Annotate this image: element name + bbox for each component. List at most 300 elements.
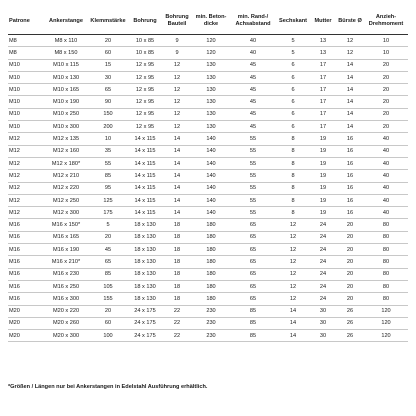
table-cell: 20 (336, 280, 364, 292)
table-cell: 24 (310, 219, 336, 231)
table-cell: 12 x 95 (128, 121, 162, 133)
table-cell: 18 x 130 (128, 219, 162, 231)
table-cell: 19 (310, 157, 336, 169)
table-cell: 17 (310, 108, 336, 120)
table-cell: 6 (276, 96, 310, 108)
table-cell: 10 x 85 (128, 47, 162, 59)
column-header: Bürste Ø (336, 8, 364, 35)
table-cell: 120 (364, 330, 408, 342)
table-cell: M16 x 210* (44, 256, 88, 268)
table-cell: 14 (336, 108, 364, 120)
table-cell: 14 (336, 71, 364, 83)
column-header: Mutter (310, 8, 336, 35)
table-cell: 5 (276, 35, 310, 47)
table-row (8, 293, 408, 305)
table-cell: 65 (88, 256, 128, 268)
table-cell: 12 (162, 121, 192, 133)
table-cell: 12 (276, 231, 310, 243)
table-cell: 19 (310, 194, 336, 206)
table-row (8, 194, 408, 206)
table-cell: 14 (162, 182, 192, 194)
table-cell: 12 (162, 59, 192, 71)
table-cell: 18 (162, 219, 192, 231)
table-cell: 19 (310, 133, 336, 145)
table-cell: M10 (8, 84, 44, 96)
table-cell: M12 x 210 (44, 170, 88, 182)
table-cell: 120 (192, 47, 230, 59)
table-cell: 10 (88, 133, 128, 145)
table-cell: 6 (276, 121, 310, 133)
table-cell: M16 (8, 244, 44, 256)
table-cell: 17 (310, 121, 336, 133)
table-cell: 6 (276, 84, 310, 96)
table-cell: 130 (192, 96, 230, 108)
table-cell: 12 (276, 244, 310, 256)
table-row (8, 280, 408, 292)
table-cell: 45 (230, 59, 276, 71)
footnote: *Größen / Längen nur bei Ankerstangen in Edelstahl Ausführung erhältlich. (8, 384, 208, 390)
table-cell: 20 (336, 256, 364, 268)
table-cell: M10 x 130 (44, 71, 88, 83)
table-cell: 45 (230, 108, 276, 120)
table-cell: 24 x 175 (128, 317, 162, 329)
table-cell: 8 (276, 145, 310, 157)
table-cell: 45 (230, 71, 276, 83)
table-cell: 12 x 95 (128, 71, 162, 83)
table-cell: 17 (310, 71, 336, 83)
table-body (8, 35, 408, 342)
table-cell: 80 (364, 231, 408, 243)
table-cell: 20 (364, 108, 408, 120)
table-cell: 55 (230, 207, 276, 219)
table-cell: M10 x 250 (44, 108, 88, 120)
table-cell: 85 (230, 317, 276, 329)
table-cell: M10 (8, 108, 44, 120)
table-cell: 40 (364, 194, 408, 206)
table-cell: 85 (88, 268, 128, 280)
table-cell: M12 (8, 145, 44, 157)
table-cell: 17 (310, 96, 336, 108)
table-cell: 18 x 130 (128, 280, 162, 292)
table-cell: 90 (88, 96, 128, 108)
table-cell: 40 (364, 145, 408, 157)
table-cell: 14 (162, 145, 192, 157)
table-cell: 65 (88, 84, 128, 96)
table-cell: 16 (336, 133, 364, 145)
table-cell: 12 x 95 (128, 108, 162, 120)
table-cell: 10 (364, 35, 408, 47)
column-header: min. Beton-dicke (192, 8, 230, 35)
table-cell: 16 (336, 157, 364, 169)
table-cell: 130 (192, 108, 230, 120)
table-cell: M16 x 190 (44, 244, 88, 256)
table-cell: M20 (8, 330, 44, 342)
table-cell: 24 (310, 293, 336, 305)
table-row (8, 330, 408, 342)
table-cell: 22 (162, 330, 192, 342)
table-cell: 140 (192, 182, 230, 194)
table-cell: 26 (336, 317, 364, 329)
table-cell: 22 (162, 317, 192, 329)
table-cell: 14 (336, 84, 364, 96)
table-cell: 100 (88, 330, 128, 342)
table-cell: 14 (162, 194, 192, 206)
table-cell: 18 (162, 268, 192, 280)
table-cell: 65 (230, 231, 276, 243)
table-row (8, 244, 408, 256)
table-row (8, 231, 408, 243)
table-cell: 20 (88, 305, 128, 317)
table-cell: 19 (310, 182, 336, 194)
table-cell: 20 (364, 121, 408, 133)
table-row (8, 305, 408, 317)
table-cell: 65 (230, 256, 276, 268)
table-cell: 140 (192, 145, 230, 157)
table-cell: 140 (192, 157, 230, 169)
table-cell: 8 (276, 207, 310, 219)
table-cell: 180 (192, 268, 230, 280)
table-cell: 12 (276, 219, 310, 231)
table-cell: M12 x 160 (44, 145, 88, 157)
table-cell: 180 (192, 244, 230, 256)
table-cell: 40 (364, 207, 408, 219)
table-cell: 24 (310, 231, 336, 243)
table-cell: 130 (192, 71, 230, 83)
table-cell: M12 (8, 133, 44, 145)
table-cell: 8 (276, 182, 310, 194)
table-cell: M16 (8, 256, 44, 268)
table-cell: 20 (336, 219, 364, 231)
table-cell: M20 (8, 305, 44, 317)
table-cell: 65 (230, 244, 276, 256)
table-cell: M16 x 300 (44, 293, 88, 305)
table-cell: 130 (192, 121, 230, 133)
table-row (8, 256, 408, 268)
table-row (8, 268, 408, 280)
table-cell: 55 (230, 182, 276, 194)
table-cell: M16 x 250 (44, 280, 88, 292)
table-cell: 80 (364, 219, 408, 231)
table-cell: 55 (230, 133, 276, 145)
table-cell: 8 (276, 194, 310, 206)
table-row (8, 84, 408, 96)
table-cell: 5 (88, 219, 128, 231)
table-cell: 8 (276, 170, 310, 182)
table-cell: 12 (276, 268, 310, 280)
column-header: Sechskant (276, 8, 310, 35)
table-cell: 230 (192, 305, 230, 317)
table-cell: M12 x 180* (44, 157, 88, 169)
table-cell: 17 (310, 59, 336, 71)
anchor-spec-table (8, 8, 408, 342)
table-cell: 20 (336, 268, 364, 280)
table-cell: 18 x 130 (128, 293, 162, 305)
table-cell: 18 x 130 (128, 268, 162, 280)
table-cell: 30 (310, 305, 336, 317)
table-cell: M16 (8, 231, 44, 243)
table-cell: M8 (8, 35, 44, 47)
table-cell: 85 (230, 305, 276, 317)
table-cell: 65 (230, 219, 276, 231)
table-cell: 40 (364, 170, 408, 182)
table-cell: 20 (364, 96, 408, 108)
table-cell: M8 (8, 47, 44, 59)
table-row (8, 133, 408, 145)
table-cell: 6 (276, 71, 310, 83)
table-cell: 120 (192, 35, 230, 47)
table-cell: 14 (162, 157, 192, 169)
table-cell: 20 (336, 231, 364, 243)
table-cell: 12 x 95 (128, 84, 162, 96)
table-cell: 8 (276, 133, 310, 145)
table-cell: 85 (230, 330, 276, 342)
table-cell: 12 (336, 35, 364, 47)
table-row (8, 59, 408, 71)
table-cell: 14 (336, 96, 364, 108)
table-cell: 20 (364, 84, 408, 96)
column-header: Klemmstärke (88, 8, 128, 35)
table-row (8, 219, 408, 231)
table-cell: 24 x 175 (128, 330, 162, 342)
table-cell: 16 (336, 182, 364, 194)
table-cell: 125 (88, 194, 128, 206)
table-cell: 19 (310, 170, 336, 182)
table-header-row (8, 8, 408, 35)
table-cell: 9 (162, 35, 192, 47)
table-cell: M12 (8, 194, 44, 206)
table-cell: 80 (364, 256, 408, 268)
table-cell: 12 (276, 256, 310, 268)
table-cell: 18 (162, 293, 192, 305)
table-cell: 14 (162, 170, 192, 182)
table-cell: M16 x 165 (44, 231, 88, 243)
table-cell: 155 (88, 293, 128, 305)
table-cell: 16 (336, 145, 364, 157)
table-cell: 180 (192, 293, 230, 305)
table-cell: 95 (88, 182, 128, 194)
table-cell: 65 (230, 268, 276, 280)
table-cell: M10 x 115 (44, 59, 88, 71)
table-cell: M20 x 260 (44, 317, 88, 329)
table-cell: 18 (162, 231, 192, 243)
table-cell: 14 x 115 (128, 194, 162, 206)
table-cell: 14 x 115 (128, 207, 162, 219)
table-cell: M12 x 135 (44, 133, 88, 145)
table-row (8, 108, 408, 120)
table-cell: 35 (88, 145, 128, 157)
table-cell: 20 (336, 244, 364, 256)
table-row (8, 47, 408, 59)
table-cell: 40 (230, 35, 276, 47)
table-cell: 9 (162, 47, 192, 59)
table-cell: 150 (88, 108, 128, 120)
table-cell: 14 (162, 133, 192, 145)
table-cell: 18 (162, 280, 192, 292)
table-cell: 140 (192, 207, 230, 219)
table-row (8, 145, 408, 157)
table-cell: 14 (336, 121, 364, 133)
table-row (8, 157, 408, 169)
column-header: min. Rand-/ Achsabstand (230, 8, 276, 35)
table-cell: M10 x 165 (44, 84, 88, 96)
table-cell: 18 x 130 (128, 244, 162, 256)
table-cell: 230 (192, 317, 230, 329)
table-cell: 12 (162, 96, 192, 108)
table-cell: M16 x 230 (44, 268, 88, 280)
table-cell: 10 (364, 47, 408, 59)
table-cell: 120 (364, 317, 408, 329)
table-cell: 14 x 115 (128, 170, 162, 182)
table-cell: 18 x 130 (128, 231, 162, 243)
table-cell: 85 (88, 170, 128, 182)
table-cell: 24 (310, 268, 336, 280)
table-cell: 14 (276, 305, 310, 317)
table-cell: 24 (310, 280, 336, 292)
table-cell: 30 (310, 330, 336, 342)
table-cell: 55 (230, 170, 276, 182)
table-cell: 55 (230, 145, 276, 157)
table-cell: 80 (364, 293, 408, 305)
table-cell: 45 (230, 121, 276, 133)
table-cell: 230 (192, 330, 230, 342)
table-cell: 12 (276, 293, 310, 305)
table-cell: 55 (230, 194, 276, 206)
table-cell: 18 x 130 (128, 256, 162, 268)
table-cell: 14 (276, 317, 310, 329)
table-cell: 12 (162, 108, 192, 120)
table-cell: M10 (8, 121, 44, 133)
table-cell: M16 (8, 219, 44, 231)
table-cell: 200 (88, 121, 128, 133)
table-row (8, 71, 408, 83)
table-cell: 17 (310, 84, 336, 96)
column-header: Anzieh-Drehmoment (364, 8, 408, 35)
table-row (8, 121, 408, 133)
table-cell: 16 (336, 207, 364, 219)
table-cell: 140 (192, 133, 230, 145)
table-cell: 80 (364, 244, 408, 256)
table-cell: M10 (8, 71, 44, 83)
table-cell: M20 (8, 317, 44, 329)
table-cell: 12 x 95 (128, 96, 162, 108)
column-header: Patrone (8, 8, 44, 35)
table-cell: 24 (310, 244, 336, 256)
table-cell: 130 (192, 84, 230, 96)
table-cell: 14 x 115 (128, 145, 162, 157)
table-cell: 18 (162, 256, 192, 268)
table-cell: 5 (276, 47, 310, 59)
table-cell: M20 x 220 (44, 305, 88, 317)
table-cell: 45 (230, 96, 276, 108)
table-cell: 180 (192, 219, 230, 231)
table-cell: M20 x 300 (44, 330, 88, 342)
table-cell: 20 (336, 293, 364, 305)
table-cell: M16 (8, 268, 44, 280)
table-cell: 20 (88, 231, 128, 243)
table-cell: 45 (88, 244, 128, 256)
table-cell: M8 x 110 (44, 35, 88, 47)
table-cell: 13 (310, 47, 336, 59)
table-cell: 19 (310, 207, 336, 219)
table-cell: 45 (230, 84, 276, 96)
table-cell: 20 (364, 71, 408, 83)
table-cell: 30 (310, 317, 336, 329)
table-cell: 12 (162, 71, 192, 83)
table-cell: 19 (310, 145, 336, 157)
table-cell: 13 (310, 35, 336, 47)
table-cell: M12 (8, 207, 44, 219)
table-cell: 14 x 115 (128, 182, 162, 194)
table-cell: 12 (336, 47, 364, 59)
table-cell: 14 x 115 (128, 133, 162, 145)
table-cell: 140 (192, 170, 230, 182)
table-row (8, 170, 408, 182)
table-cell: 18 (162, 244, 192, 256)
table-cell: 60 (88, 47, 128, 59)
table-cell: M10 (8, 96, 44, 108)
table-cell: 12 (276, 280, 310, 292)
table-cell: 24 (310, 256, 336, 268)
table-cell: 26 (336, 330, 364, 342)
table-cell: 80 (364, 280, 408, 292)
table-cell: 180 (192, 231, 230, 243)
table-row (8, 317, 408, 329)
table-cell: M16 x 150* (44, 219, 88, 231)
table-cell: 6 (276, 108, 310, 120)
table-cell: M12 (8, 182, 44, 194)
table-cell: M10 x 190 (44, 96, 88, 108)
table-cell: 12 (162, 84, 192, 96)
table-cell: M12 x 300 (44, 207, 88, 219)
table-cell: 16 (336, 170, 364, 182)
table-cell: 16 (336, 194, 364, 206)
table-cell: 175 (88, 207, 128, 219)
table-cell: 24 x 175 (128, 305, 162, 317)
table-cell: 14 x 115 (128, 157, 162, 169)
table-cell: 6 (276, 59, 310, 71)
table-cell: 20 (364, 59, 408, 71)
table-cell: 105 (88, 280, 128, 292)
table-row (8, 35, 408, 47)
table-cell: M16 (8, 293, 44, 305)
table-cell: M16 (8, 280, 44, 292)
table-cell: M10 x 300 (44, 121, 88, 133)
table-cell: M12 x 220 (44, 182, 88, 194)
table-cell: 12 x 95 (128, 59, 162, 71)
table-cell: 22 (162, 305, 192, 317)
table-cell: 55 (230, 157, 276, 169)
table-row (8, 182, 408, 194)
column-header: Ankerstange (44, 8, 88, 35)
table-cell: 40 (364, 133, 408, 145)
table-cell: 55 (88, 157, 128, 169)
table-cell: M8 x 150 (44, 47, 88, 59)
column-header: Bohrung Bauteil (162, 8, 192, 35)
table-cell: 60 (88, 317, 128, 329)
table-cell: 40 (364, 182, 408, 194)
table-row (8, 96, 408, 108)
table-cell: 20 (88, 35, 128, 47)
table-cell: 14 (276, 330, 310, 342)
table-cell: 65 (230, 293, 276, 305)
table-cell: 180 (192, 280, 230, 292)
table-cell: 140 (192, 194, 230, 206)
table-cell: 15 (88, 59, 128, 71)
table-cell: 14 (336, 59, 364, 71)
table-cell: 26 (336, 305, 364, 317)
table-cell: M12 x 250 (44, 194, 88, 206)
table-row (8, 207, 408, 219)
